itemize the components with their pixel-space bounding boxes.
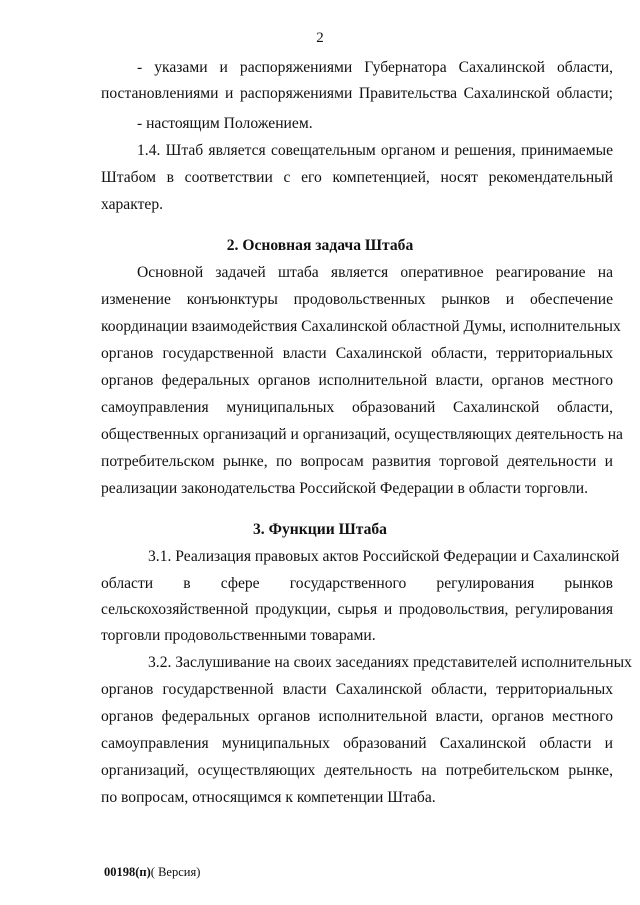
text-line: - настоящим Положением. bbox=[137, 115, 313, 132]
section-heading: 3. Функции Штаба bbox=[253, 521, 387, 538]
text-line: сельскохозяйственной продукции, сырья и продовольствия, регулирования bbox=[101, 601, 613, 618]
text-line: 1.4. Штаб является совещательным органом и решения, принимаемые bbox=[137, 142, 613, 159]
text-line: организаций, осуществляющих деятельность на потребительском рынке, bbox=[101, 762, 613, 779]
text-line: органов федеральных органов исполнительной власти, органов местного bbox=[101, 708, 613, 725]
text-line: органов государственной власти Сахалинской области, территориальных bbox=[101, 345, 613, 362]
text-line: реализации законодательства Российской Федерации в области торговли. bbox=[101, 480, 589, 497]
document-code: 00198(п) bbox=[104, 865, 151, 879]
text-line: координации взаимодействия Сахалинской областной Думы, исполнительных bbox=[101, 318, 621, 335]
page-number: 2 bbox=[316, 30, 324, 46]
text-line: потребительском рынке, по вопросам развития торговой деятельности и bbox=[101, 453, 613, 470]
text-line: - указами и распоряжениями Губернатора Сахалинской области, bbox=[137, 59, 613, 76]
text-line: самоуправления муниципальных образований Сахалинской области и bbox=[101, 735, 613, 752]
text-line: по вопросам, относящимся к компетенции Штаба. bbox=[101, 789, 436, 806]
document-footer bbox=[104, 864, 200, 880]
text-line: органов федеральных органов исполнительной власти, органов местного bbox=[101, 372, 613, 389]
section-heading: 2. Основная задача Штаба bbox=[226, 237, 414, 254]
text-line: 3.1. Реализация правовых актов Российской Федерации и Сахалинской bbox=[148, 548, 620, 565]
version-label: ( Версия) bbox=[150, 865, 201, 879]
text-line: самоуправления муниципальных образований Сахалинской области, bbox=[101, 399, 613, 416]
text-line: изменение конъюнктуры продовольственных рынков и обеспечение bbox=[101, 291, 613, 308]
text-line: характер. bbox=[101, 196, 164, 213]
text-line: Штабом в соответствии с его компетенцией, носят рекомендательный bbox=[101, 169, 613, 186]
text-line: области в сфере государственного регулирования рынков bbox=[101, 575, 613, 592]
text-line: торговли продовольственными товарами. bbox=[101, 627, 376, 644]
text-line: общественных организаций и организаций, осуществляющих деятельность на bbox=[101, 426, 623, 443]
text-line: органов государственной власти Сахалинской области, территориальных bbox=[101, 681, 613, 698]
text-line: 3.2. Заслушивание на своих заседаниях представителей исполнительных bbox=[148, 654, 632, 671]
text-line: постановлениями и распоряжениями Правительства Сахалинской области; bbox=[101, 85, 613, 102]
text-line: Основной задачей штаба является оперативное реагирование на bbox=[137, 264, 613, 281]
